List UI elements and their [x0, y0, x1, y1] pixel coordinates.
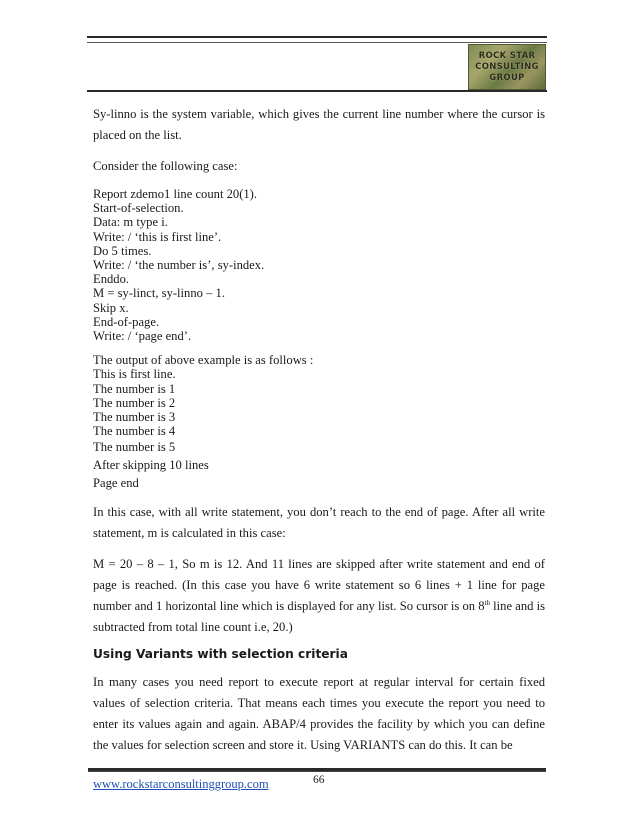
- calculation-paragraph: [93, 554, 545, 638]
- code-line: Write: / ‘page end’.: [93, 329, 192, 344]
- output-line: After skipping 10 lines: [93, 458, 209, 473]
- output-line: The number is 1: [93, 381, 176, 396]
- page-number: 66: [313, 774, 325, 786]
- code-line: Write: / ‘the number is’, sy-index.: [93, 258, 265, 273]
- calculation-text-b: line and is subtracted from total line count i.e, 20.): [93, 599, 545, 635]
- ordinal-suffix: th: [484, 599, 490, 608]
- code-line: Report zdemo1 line count 20(1).: [93, 187, 258, 201]
- output-line: This is first line.: [93, 367, 176, 382]
- code-line: End-of-page.: [93, 314, 160, 329]
- output-line: Page end: [93, 476, 139, 491]
- logo-line-1: ROCK STAR: [478, 50, 536, 61]
- output-line: The number is 2: [93, 395, 176, 410]
- calculation-text-a: M = 20 – 8 – 1, So m is 12. And 11 lines are skipped after write statement and end of page is reached. (In this case you have 6 write statement so 6 lines + 1 line for page number and 1 horizontal line which is displayed for any list. So cursor is on 8: [93, 557, 545, 614]
- code-line: M = sy-linct, sy-linno – 1.: [93, 286, 225, 301]
- logo-line-2: CONSULTING: [475, 61, 539, 72]
- code-line: Do 5 times.: [93, 243, 152, 258]
- variants-paragraph: In many cases you need report to execute report at regular interval for certain fixed values of selection criteria. That means each times you execute the report you need to enter its values again and again. ABAP/4 provides the facility by which you can define the values for selection screen and store it. Using VARIANTS can do this. It can be: [93, 675, 545, 753]
- output-block: [93, 353, 545, 492]
- output-line: The number is 5: [93, 440, 176, 455]
- footer-rule: [88, 768, 546, 772]
- footer-website-link[interactable]: www.rockstarconsultinggroup.com: [93, 777, 269, 791]
- output-line: The output of above example is as follows :: [93, 353, 314, 368]
- code-line: Enddo.: [93, 272, 130, 287]
- logo-line-3: GROUP: [489, 72, 525, 83]
- code-block: [93, 187, 545, 343]
- code-line: Skip x.: [93, 300, 129, 315]
- page-content: [93, 104, 545, 756]
- company-logo: [468, 44, 546, 90]
- code-line: Write: / ‘this is first line’.: [93, 229, 222, 244]
- code-line: Start-of-selection.: [93, 201, 184, 216]
- case-paragraph: In this case, with all write statement, you don’t reach to the end of page. After all write statement, m is calculated in this case:: [93, 505, 545, 541]
- section-heading: Using Variants with selection criteria: [93, 647, 348, 662]
- intro-paragraph: Sy-linno is the system variable, which gives the current line number where the cursor is placed on the list.: [93, 107, 545, 142]
- output-line: The number is 4: [93, 424, 176, 439]
- output-line: The number is 3: [93, 410, 176, 425]
- code-line: Data: m type i.: [93, 215, 168, 230]
- consider-paragraph: Consider the following case:: [93, 159, 238, 173]
